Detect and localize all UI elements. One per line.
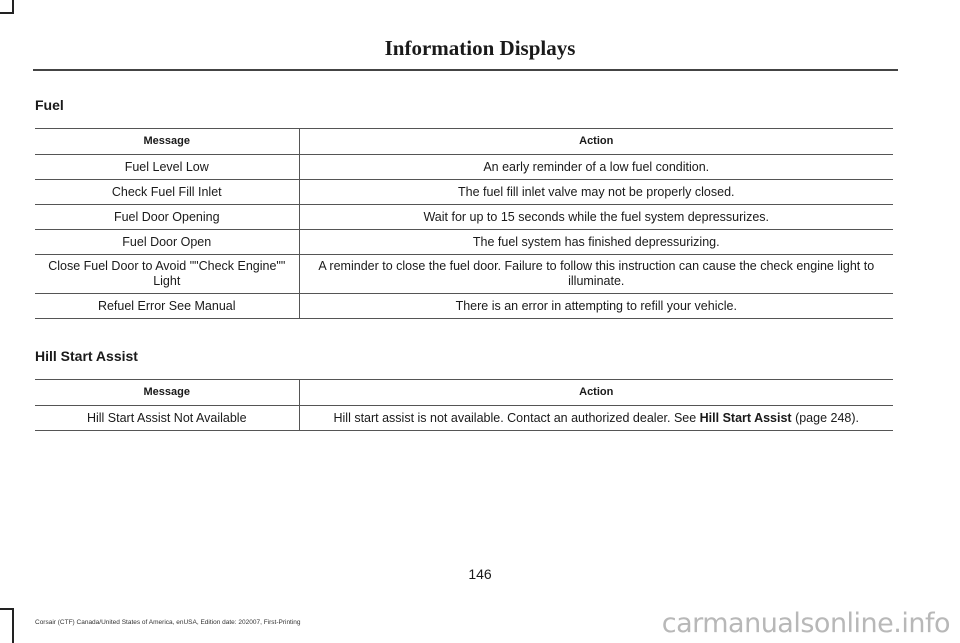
crop-mark-bottom-vertical [12,608,14,643]
column-header-action: Action [299,129,893,155]
message-cell: Check Fuel Fill Inlet [35,180,299,205]
watermark: carmanualsonline.info [661,608,950,639]
hill-start-messages-table [35,379,893,431]
message-cell: Close Fuel Door to Avoid ""Check Engine"" Light [35,255,299,294]
page-reference: (page 248). [791,410,860,425]
action-cell: An early reminder of a low fuel condition. [299,155,893,180]
message-cell: Fuel Door Opening [35,205,299,230]
table-header-row [35,129,893,155]
page-number: 146 [468,566,492,582]
page-title: Information Displays [384,36,576,60]
title-divider [33,69,898,71]
action-cell: Wait for up to 15 seconds while the fuel system depressurizes. [299,205,893,230]
section-heading-hill-start-assist: Hill Start Assist [35,348,138,364]
action-cell: The fuel system has finished depressurizing. [299,230,893,255]
message-cell: Hill Start Assist Not Available [35,406,299,431]
edition-footer: Corsair (CTF) Canada/United States of America, enUSA, Edition date: 202007, First-Printing [35,619,301,626]
action-cell: There is an error in attempting to refill your vehicle. [299,294,893,319]
crop-mark-top-vertical [12,0,14,14]
table-header-row [35,380,893,406]
table-row [35,180,893,205]
table-row [35,294,893,319]
message-cell: Fuel Door Open [35,230,299,255]
table-row [35,205,893,230]
section-heading-fuel: Fuel [35,97,64,113]
table-row [35,406,893,431]
fuel-messages-table [35,128,893,319]
message-cell: Refuel Error See Manual [35,294,299,319]
table-row [35,230,893,255]
action-cell [299,406,893,431]
action-cell: The fuel fill inlet valve may not be properly closed. [299,180,893,205]
action-cell: A reminder to close the fuel door. Failure to follow this instruction can cause the check engine light to illuminate. [299,255,893,294]
column-header-action: Action [299,380,893,406]
column-header-message: Message [35,380,299,406]
cross-reference-link[interactable]: Hill Start Assist [699,410,792,425]
action-text: Hill start assist is not available. Contact an authorized dealer. See [333,410,700,425]
table-row [35,255,893,294]
column-header-message: Message [35,129,299,155]
table-row [35,155,893,180]
message-cell: Fuel Level Low [35,155,299,180]
